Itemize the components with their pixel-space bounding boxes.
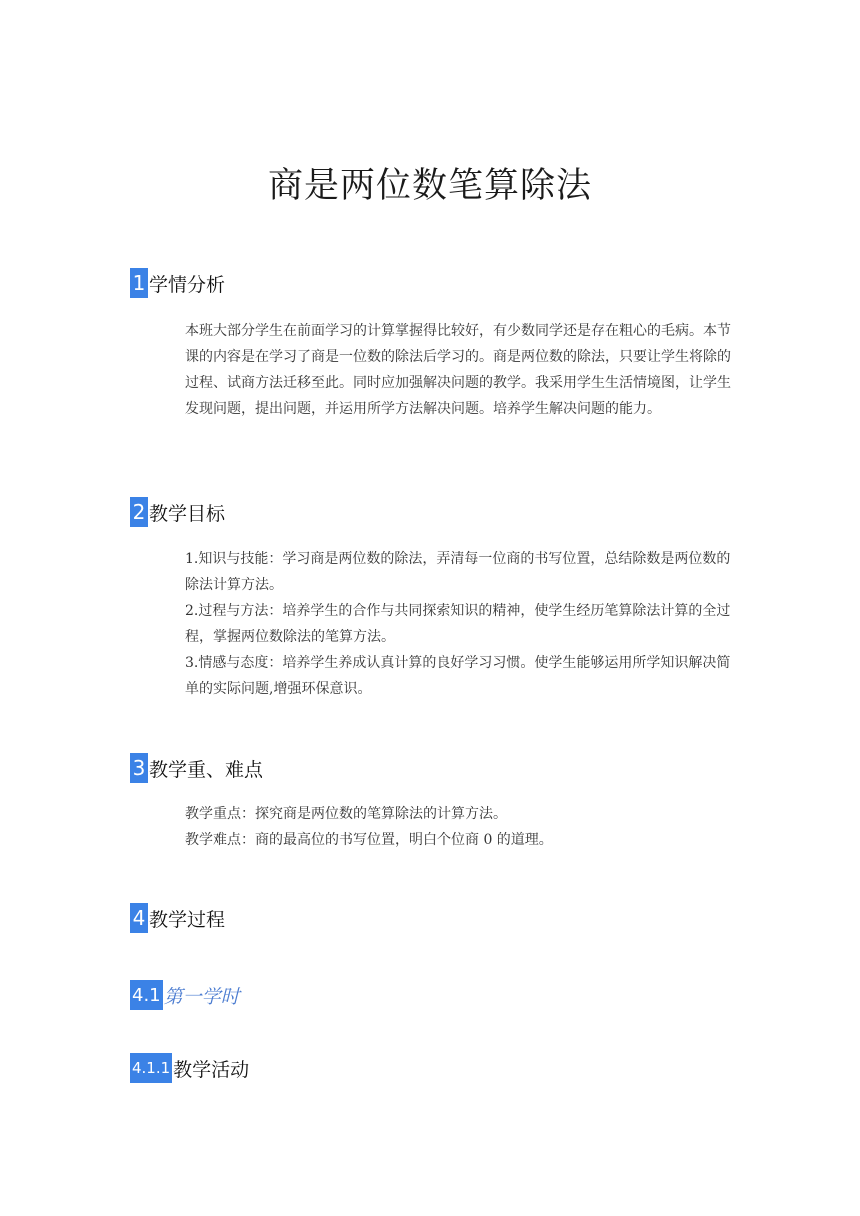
subsection-heading (130, 980, 240, 1010)
section-heading-label: 教学重、难点 (149, 758, 264, 781)
section-body-2 (185, 546, 731, 702)
section-heading-1 (130, 268, 225, 298)
paragraph: 教学重点：探究商是两位数的笔算除法的计算方法。 (185, 806, 507, 822)
subsubsection-number-badge: 4.1.1 (130, 1053, 172, 1083)
paragraph: 2.过程与方法：培养学生的合作与共同探索知识的精神，使学生经历笔算除法计算的全过程，掌握两位数除法的笔算方法。 (185, 603, 731, 645)
subsubsection-heading (130, 1053, 249, 1083)
section-heading-label: 学情分析 (149, 273, 226, 296)
section-number-badge: 1 (130, 268, 148, 298)
paragraph: 1.知识与技能：学习商是两位数的除法，弄清每一位商的书写位置，总结除数是两位数的除法计算方法。 (185, 551, 731, 593)
subsubsection-heading-label: 教学活动 (173, 1058, 250, 1081)
paragraph: 3.情感与态度：培养学生养成认真计算的良好学习习惯。使学生能够运用所学知识解决简单的实际问题,增强环保意识。 (185, 655, 731, 697)
page-title: 商是两位数笔算除法 (267, 166, 592, 206)
section-heading-4 (130, 903, 225, 933)
section-heading-label: 教学过程 (149, 908, 226, 931)
subsection-heading-label: 第一学时 (163, 985, 240, 1008)
section-heading-label: 教学目标 (149, 502, 226, 525)
section-body-3 (185, 801, 731, 853)
section-number-badge: 3 (130, 753, 148, 783)
section-heading-2 (130, 497, 225, 527)
section-number-badge: 2 (130, 497, 148, 527)
section-heading-3 (130, 753, 263, 783)
section-body-1 (185, 318, 731, 422)
subsection-number-badge: 4.1 (130, 980, 163, 1010)
paragraph: 教学难点：商的最高位的书写位置，明白个位商 0 的道理。 (185, 832, 553, 848)
paragraph: 本班大部分学生在前面学习的计算掌握得比较好，有少数同学还是存在粗心的毛病。本节课的内容是在学习了商是一位数的除法后学习的。商是两位数的除法，只要让学生将除的过程、试商方法迁移至此。同时应加强解决问题的教学。我采用学生生活情境图，让学生发现问题，提出问题，并运用所学方法解决问题。培养学生解决问题的能力。 (185, 323, 731, 417)
section-number-badge: 4 (130, 903, 148, 933)
